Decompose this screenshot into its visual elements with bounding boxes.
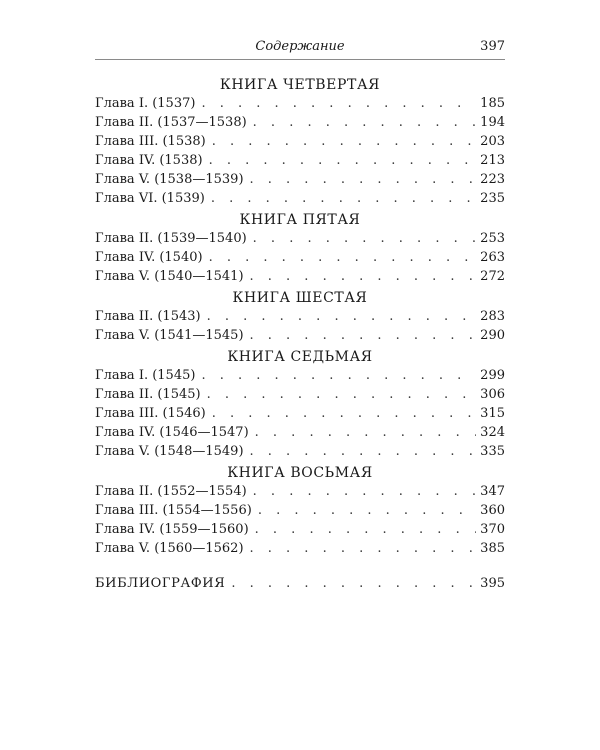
bibliography-label: БИБЛИОГРАФИЯ bbox=[95, 576, 226, 591]
dot-leader bbox=[258, 501, 476, 521]
dot-leader bbox=[212, 132, 476, 152]
toc-entry-label: Глава V. (1560—1562) bbox=[95, 541, 244, 556]
dot-leader bbox=[255, 520, 477, 540]
toc-entry[interactable] bbox=[95, 423, 505, 443]
toc-entry-label: Глава II. (1552—1554) bbox=[95, 484, 247, 499]
bibliography-page: 395 bbox=[480, 576, 505, 591]
toc-entry-label: Глава VI. (1539) bbox=[95, 191, 205, 206]
toc-entry-label: Глава IV. (1559—1560) bbox=[95, 522, 249, 537]
toc-entry-label: Глава IV. (1540) bbox=[95, 250, 203, 265]
toc-entry-page: 185 bbox=[480, 96, 505, 111]
toc-entry-page: 235 bbox=[480, 191, 505, 206]
toc-entry-page: 306 bbox=[480, 387, 505, 402]
toc-entry[interactable] bbox=[95, 248, 505, 268]
toc-entry-label: Глава III. (1538) bbox=[95, 134, 206, 149]
bibliography-entry[interactable] bbox=[95, 574, 505, 594]
book-heading: КНИГА СЕДЬМАЯ bbox=[227, 349, 373, 365]
toc-entry-page: 335 bbox=[480, 444, 505, 459]
toc-entry-label: Глава I. (1537) bbox=[95, 96, 196, 111]
toc-entry-page: 315 bbox=[480, 406, 505, 421]
toc-entry[interactable] bbox=[95, 520, 505, 540]
dot-leader bbox=[250, 170, 477, 190]
toc-entry-label: Глава II. (1545) bbox=[95, 387, 201, 402]
dot-leader bbox=[201, 366, 476, 386]
toc-entry[interactable] bbox=[95, 132, 505, 152]
toc-entry-label: Глава V. (1548—1549) bbox=[95, 444, 244, 459]
book-heading: КНИГА ШЕСТАЯ bbox=[232, 290, 368, 306]
toc-entry[interactable] bbox=[95, 442, 505, 462]
dot-leader bbox=[255, 423, 477, 443]
toc-entry[interactable] bbox=[95, 482, 505, 502]
header-rule bbox=[95, 59, 505, 60]
toc-entry[interactable] bbox=[95, 94, 505, 114]
dot-leader bbox=[207, 385, 477, 405]
toc-entry-page: 263 bbox=[480, 250, 505, 265]
dot-leader bbox=[250, 442, 477, 462]
dot-leader bbox=[211, 189, 476, 209]
book-heading: КНИГА ВОСЬМАЯ bbox=[227, 465, 373, 481]
toc-entry-label: Глава IV. (1546—1547) bbox=[95, 425, 249, 440]
dot-leader bbox=[250, 539, 477, 559]
toc-entry[interactable] bbox=[95, 229, 505, 249]
toc-entry[interactable] bbox=[95, 539, 505, 559]
toc-entry-page: 203 bbox=[480, 134, 505, 149]
toc-entry-page: 347 bbox=[480, 484, 505, 499]
toc-entry-label: Глава V. (1540—1541) bbox=[95, 269, 244, 284]
dot-leader bbox=[250, 267, 477, 287]
dot-leader bbox=[201, 94, 476, 114]
toc-entry-label: Глава V. (1538—1539) bbox=[95, 172, 244, 187]
dot-leader bbox=[209, 151, 477, 171]
page-header bbox=[95, 39, 505, 59]
running-title: Содержание bbox=[255, 39, 345, 54]
toc-entry-label: Глава III. (1546) bbox=[95, 406, 206, 421]
toc-entry-label: Глава I. (1545) bbox=[95, 368, 196, 383]
toc-entry[interactable] bbox=[95, 267, 505, 287]
toc-entry-page: 360 bbox=[480, 503, 505, 518]
toc-entry-page: 194 bbox=[480, 115, 505, 130]
toc-entry[interactable] bbox=[95, 404, 505, 424]
toc-entry-page: 253 bbox=[480, 231, 505, 246]
toc-entry-page: 290 bbox=[480, 328, 505, 343]
toc-entry[interactable] bbox=[95, 385, 505, 405]
toc-entry-label: Глава V. (1541—1545) bbox=[95, 328, 244, 343]
toc-entry[interactable] bbox=[95, 189, 505, 209]
book-heading: КНИГА ПЯТАЯ bbox=[239, 212, 361, 228]
dot-leader bbox=[231, 574, 476, 594]
toc-entry-page: 385 bbox=[480, 541, 505, 556]
toc-entry-page: 272 bbox=[480, 269, 505, 284]
dot-leader bbox=[253, 113, 477, 133]
toc-entry[interactable] bbox=[95, 326, 505, 346]
toc-entry-label: Глава II. (1537—1538) bbox=[95, 115, 247, 130]
toc-entry-page: 283 bbox=[480, 309, 505, 324]
toc-entry[interactable] bbox=[95, 307, 505, 327]
toc-entry-label: Глава III. (1554—1556) bbox=[95, 503, 252, 518]
toc-entry-label: Глава II. (1539—1540) bbox=[95, 231, 247, 246]
toc-entry-page: 324 bbox=[480, 425, 505, 440]
dot-leader bbox=[212, 404, 476, 424]
toc-entry[interactable] bbox=[95, 113, 505, 133]
toc-entry[interactable] bbox=[95, 151, 505, 171]
dot-leader bbox=[207, 307, 477, 327]
toc-entry[interactable] bbox=[95, 170, 505, 190]
toc-entry-label: Глава II. (1543) bbox=[95, 309, 201, 324]
dot-leader bbox=[250, 326, 477, 346]
dot-leader bbox=[253, 482, 477, 502]
page-number: 397 bbox=[480, 39, 505, 54]
toc-entry-page: 370 bbox=[480, 522, 505, 537]
toc-entry[interactable] bbox=[95, 501, 505, 521]
dot-leader bbox=[209, 248, 477, 268]
toc-entry[interactable] bbox=[95, 366, 505, 386]
dot-leader bbox=[253, 229, 477, 249]
toc-entry-page: 213 bbox=[480, 153, 505, 168]
toc-entry-label: Глава IV. (1538) bbox=[95, 153, 203, 168]
toc-entry-page: 299 bbox=[480, 368, 505, 383]
book-heading: КНИГА ЧЕТВЕРТАЯ bbox=[219, 77, 381, 93]
toc-entry-page: 223 bbox=[480, 172, 505, 187]
